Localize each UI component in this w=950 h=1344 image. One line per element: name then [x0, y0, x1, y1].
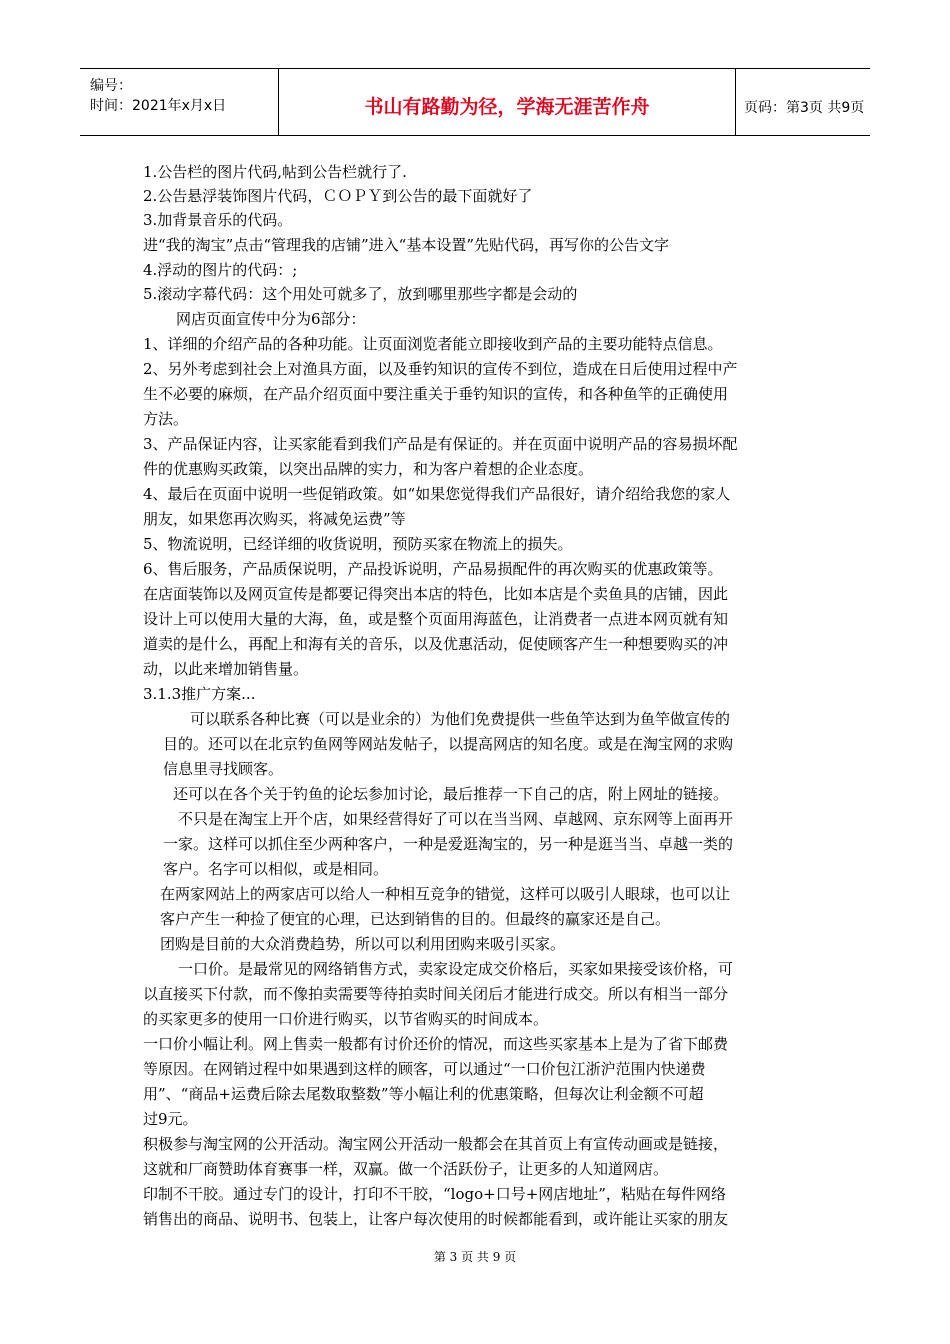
text-line: 在店面装饰以及网页宣传是都要记得突出本店的特色，比如本店是个卖鱼具的店铺，因此: [143, 585, 729, 603]
text-line: 3.加背景音乐的代码。: [143, 211, 293, 229]
text-line: 朋友，如果您再次购买，将减免运费”等: [143, 510, 406, 528]
text-line: 客户产生一种捡了便宜的心理，已达到销售的目的。但最终的赢家还是自己。: [160, 910, 671, 928]
text-line: 2.公告悬浮装饰图片代码，ＣＯＰＹ到公告的最下面就好了: [143, 187, 533, 205]
text-line: 一口价小幅让利。网上售卖一般都有讨价还价的情况，而这些买家基本上是为了省下邮费: [143, 1035, 729, 1053]
text-line: 销售出的商品、说明书、包装上，让客户每次使用的时候都能看到，或许能让买家的朋友: [143, 1210, 729, 1228]
text-line: 信息里寻找顾客。: [163, 760, 284, 778]
text-line: 一家。这样可以抓住至少两种客户，一种是爱逛淘宝的，另一种是逛当当、卓越一类的: [163, 835, 734, 853]
text-line: 目的。还可以在北京钓鱼网等网站发帖子，以提高网店的知名度。或是在淘宝网的求购: [163, 735, 734, 753]
text-line: 一口价。是最常见的网络销售方式，卖家设定成交价格后，买家如果接受该价格，可: [178, 960, 734, 978]
text-line: 不只是在淘宝上开个店，如果经营得好了可以在当当网、卓越网、京东网等上面再开: [178, 810, 734, 828]
header-page-cell: [736, 69, 870, 135]
text-line: 生不必要的麻烦，在产品介绍页面中要注重关于垂钓知识的宣传，和各种鱼竿的正确使用: [143, 385, 729, 403]
text-line: 还可以在各个关于钓鱼的论坛参加讨论，最后推荐一下自己的店，附上网址的链接。: [173, 785, 729, 803]
text-line: 过9元。: [143, 1110, 198, 1128]
text-line: 6、售后服务，产品质保说明，产品投诉说明，产品易损配件的再次购买的优惠政策等。: [143, 560, 723, 578]
text-line: 等原因。在网销过程中如果遇到这样的顾客，可以通过“一口价包江浙沪范围内快递费: [143, 1060, 706, 1078]
text-line: 4.浮动的图片的代码：;: [143, 261, 298, 279]
page-footer: 第 3 页 共 9 页: [433, 1250, 517, 1264]
text-line: 团购是目前的大众消费趋势，所以可以利用团购来吸引买家。: [160, 935, 566, 953]
text-line: 进“我的淘宝”点击“管理我的店铺”进入“基本设置”先贴代码，再写你的公告文字: [143, 236, 670, 254]
text-line: 动，以此来增加销售量。: [143, 660, 309, 678]
text-line: 道卖的是什么，再配上和海有关的音乐，以及优惠活动，促使顾客产生一种想要购买的冲: [143, 635, 729, 653]
text-line: 5.滚动字幕代码：这个用处可就多了，放到哪里那些字都是会动的: [143, 285, 578, 303]
text-line: 客户。名字可以相似，或是相同。: [163, 860, 389, 878]
text-line: 设计上可以使用大量的大海，鱼，或是整个页面用海蓝色，让消费者一点进本网页就有知: [143, 610, 729, 628]
text-line: 的买家更多的使用一口价进行购买，以节省购买的时间成本。: [143, 1010, 549, 1028]
header-page-number: 页码：第3页 共9页: [744, 100, 865, 116]
text-line: 在两家网站上的两家店可以给人一种相互竞争的错觉，这样可以吸引人眼球，也可以让: [160, 885, 731, 903]
doc-code-label: 编号：: [90, 78, 132, 94]
doc-date-label: 时间：2021年x月x日: [90, 98, 227, 114]
text-line: 积极参与淘宝网的公开活动。淘宝网公开活动一般都会在其首页上有宣传动画或是链接，: [143, 1135, 729, 1153]
text-line: 印制不干胶。通过专门的设计，打印不干胶，“logo+口号+网店地址”，粘贴在每件网络: [143, 1185, 726, 1203]
text-line: 1.公告栏的图片代码,帖到公告栏就行了.: [143, 163, 407, 181]
text-line: 5、物流说明，已经详细的收货说明，预防买家在物流上的损失。: [143, 535, 573, 553]
page-header: [80, 68, 870, 136]
text-line: 这就和厂商赞助体育赛事一样，双赢。做一个活跃份子，让更多的人知道网店。: [143, 1160, 669, 1178]
text-line: 用”、“商品+运费后除去尾数取整数”等小幅让利的优惠策略，但每次让利金额不可超: [143, 1085, 704, 1103]
section-heading: 3.1.3推广方案...: [143, 685, 256, 703]
header-motto-cell: [279, 69, 736, 135]
text-line: 可以联系各种比赛（可以是业余的）为他们免费提供一些鱼竿达到为鱼竿做宣传的: [190, 710, 731, 728]
text-line: 以直接买下付款，而不像拍卖需要等待拍卖时间关闭后才能进行成交。所以有相当一部分: [143, 985, 729, 1003]
text-line: 方法。: [143, 410, 189, 428]
text-line: 网店页面宣传中分为6部分：: [176, 310, 366, 328]
header-info-cell: [80, 69, 279, 135]
text-line: 4、最后在页面中说明一些促销政策。如“如果您觉得我们产品很好，请介绍给我您的家人: [143, 485, 731, 503]
header-motto: 书山有路勤为径，学海无涯苦作舟: [364, 96, 650, 118]
text-line: 1、详细的介绍产品的各种功能。让页面浏览者能立即接收到产品的主要功能特点信息。: [143, 335, 723, 353]
text-line: 2、另外考虑到社会上对渔具方面，以及垂钓知识的宣传不到位，造成在日后使用过程中产: [143, 360, 738, 378]
text-line: 3、产品保证内容，让买家能看到我们产品是有保证的。并在页面中说明产品的容易损坏配: [143, 435, 738, 453]
text-line: 件的优惠购买政策，以突出品牌的实力，和为客户着想的企业态度。: [143, 460, 594, 478]
